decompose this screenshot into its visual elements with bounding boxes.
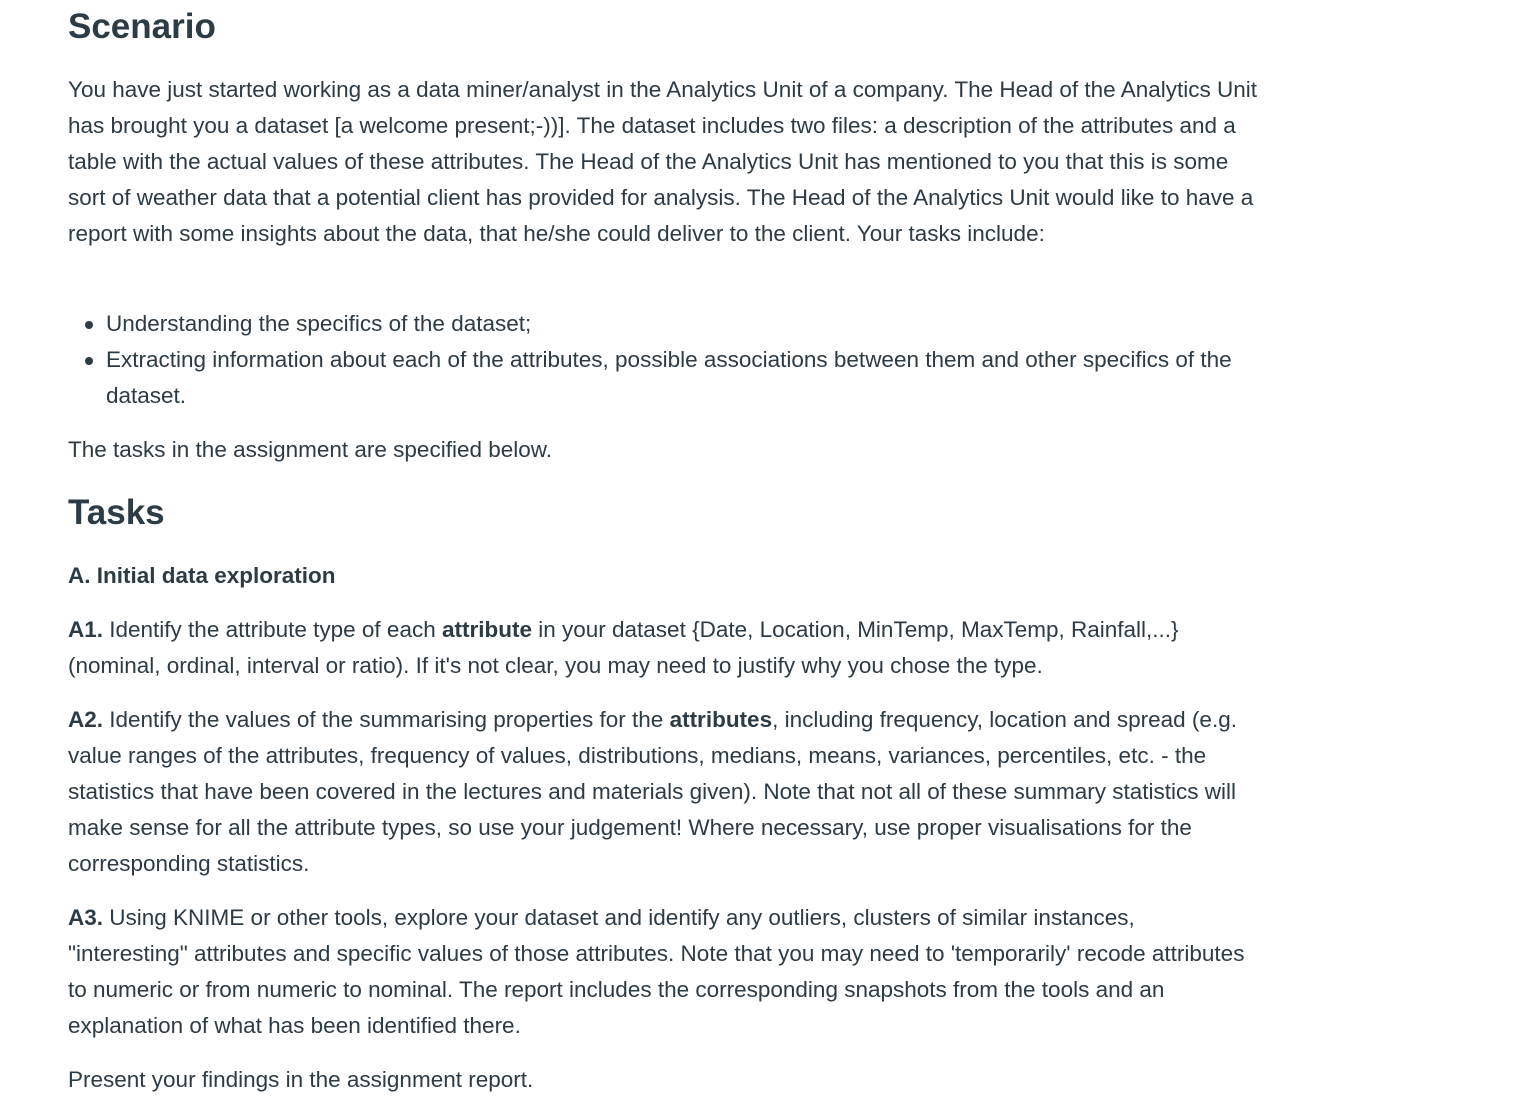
scenario-intro-block	[68, 72, 1258, 252]
scenario-heading: Scenario	[68, 7, 216, 46]
task-a2-bold-word: attributes	[669, 707, 773, 732]
scenario-task-list-block	[68, 306, 1258, 414]
task-a1-bold-word: attribute	[441, 617, 532, 642]
task-a2-text-before: Identify the values of the summarising properties for the	[103, 707, 670, 732]
task-a3-label: A3.	[68, 905, 104, 930]
final-note: Present your findings in the assignment report.	[68, 1067, 534, 1092]
tasks-heading: Tasks	[68, 493, 165, 532]
list-item: Extracting information about each of the attributes, possible associations between them and other specifics of the dataset.	[106, 342, 1258, 414]
task-a1-block	[68, 612, 1258, 684]
task-a3-block	[68, 900, 1258, 1044]
task-a2-block	[68, 702, 1258, 882]
scenario-task-list	[68, 306, 1258, 414]
final-note-block	[68, 1062, 1258, 1098]
scenario-closing-block	[68, 432, 1258, 468]
task-a1-text-after: in your dataset {Date, Location, MinTemp, MaxTemp, Rainfall,...} (nominal, ordinal, interval or ratio). If it's not clear, you may need to justify why you chose the type.	[68, 617, 1179, 678]
task-a1	[68, 612, 1258, 684]
task-a1-label: A1.	[68, 617, 104, 642]
scenario-closing: The tasks in the assignment are specified below.	[68, 437, 553, 462]
list-item: Understanding the specifics of the dataset;	[106, 306, 1258, 342]
scenario-intro: You have just started working as a data miner/analyst in the Analytics Unit of a company. The Head of the Analytics Unit has brought you a dataset [a welcome present;-))]. The dataset includes two files: a description of the attributes and a table with the actual values of these attributes. The Head of the Analytics Unit has mentioned to you that this is some sort of weather data that a potential client has provided for analysis. The Head of the Analytics Unit would like to have a report with some insights about the data, that he/she could deliver to the client. Your tasks include:	[68, 77, 1257, 246]
task-a3-text: Using KNIME or other tools, explore your dataset and identify any outliers, clusters of similar instances, "interesting" attributes and specific values of those attributes. Note that you may need to 'temporarily' recode attributes to numeric or from numeric to nominal. The report includes the corresponding snapshots from the tools and an explanation of what has been identified there.	[68, 905, 1245, 1038]
section-a-title: A. Initial data exploration	[68, 563, 336, 588]
task-a2-text-after: , including frequency, location and spread (e.g. value ranges of the attributes, frequency of values, distributions, medians, means, variances, percentiles, etc. - the statistics that have been covered in the lectures and materials given). Note that not all of these summary statistics will make sense for all the attribute types, so use your judgement! Where necessary, use proper visualisations for the corresponding statistics.	[68, 707, 1237, 876]
task-a3	[68, 900, 1258, 1044]
task-a2-label: A2.	[68, 707, 104, 732]
task-a2	[68, 702, 1258, 882]
task-a1-text-before: Identify the attribute type of each	[103, 617, 442, 642]
section-a-title-block	[68, 558, 1258, 594]
